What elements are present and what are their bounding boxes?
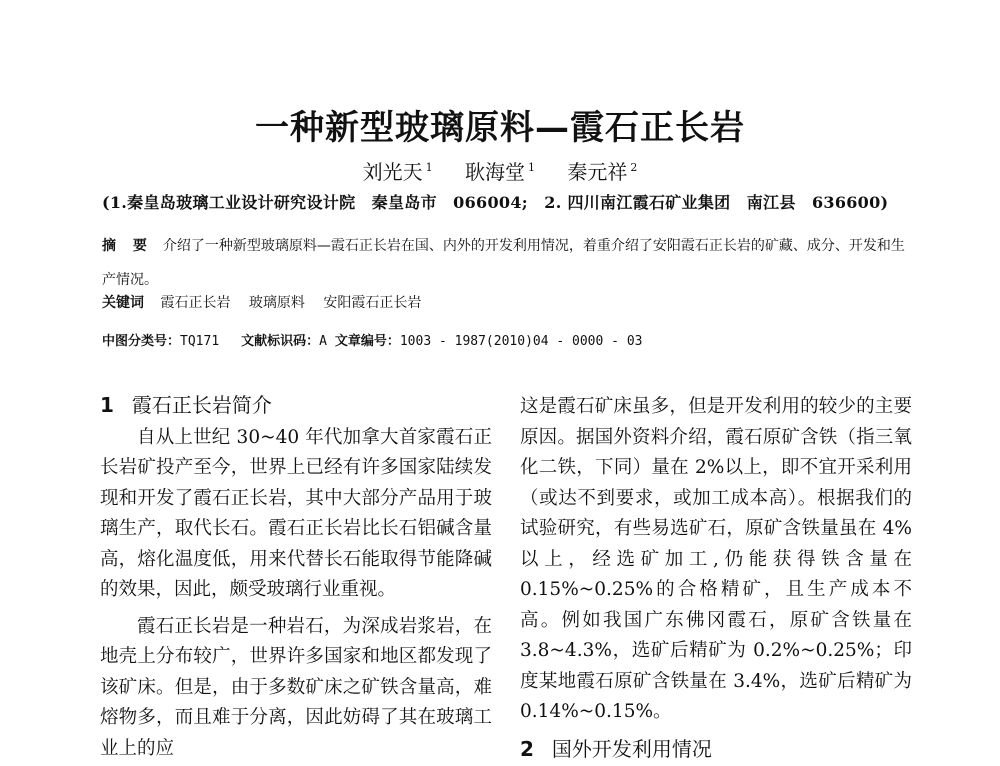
keyword: 霞石正长岩	[160, 295, 231, 311]
doc-code-value: A	[319, 334, 327, 349]
paragraph: 霞石正长岩是一种岩石，为深成岩浆岩，在地壳上分布较广，世界许多国家和地区都发现了该矿床。但是，由于多数矿床之矿铁含量高，难熔物多，而且难于分离，因此妨碍了其在玻璃工业上的应	[100, 615, 492, 759]
keywords	[102, 292, 435, 312]
paper-title: 一种新型玻璃原料—霞石正长岩	[255, 108, 745, 148]
author-list	[0, 156, 1000, 185]
author: 耿海堂 $^1$	[465, 160, 535, 184]
paragraph: 这是霞石矿床虽多，但是开发利用的较少的主要原因。据国外资料介绍，霞石原矿含铁（指三氧化二铁，下同）量在 2%以上，即不宜开采利用（或达不到要求，或加工成本高）。根据我们的试验研究，有些易选矿石，原矿含铁量虽在 4%以上，经选矿加工,仍能获得铁含量在 0.15%~0.25%的合格精矿，且生产成本不高。例如我国广东佛冈霞石，原矿含铁量在 3.8~4.3%，选矿后精矿为 0.2%~0.25%；印度某地霞石原矿含铁量在 3.4%，选矿后精矿为 0.14%~0.15%。	[520, 396, 912, 722]
abstract-text: 介绍了一种新型玻璃原料—霞石正长岩在国、内外的开发利用情况，着重介绍了安阳霞石正长岩的矿藏、成分、开发和生产情况。	[102, 238, 905, 288]
article-number-label: 文章编号：	[334, 334, 400, 349]
section-heading: 1 霞石正长岩简介	[100, 393, 272, 417]
classification-line	[102, 330, 642, 349]
abstract-label: 摘 要	[102, 238, 153, 254]
right-column	[520, 392, 912, 766]
article-number-value: 1003 - 1987(2010)04 - 0000 - 03	[399, 334, 643, 349]
clc-value: TQ171	[180, 334, 220, 349]
abstract	[102, 229, 912, 297]
keyword: 安阳霞石正长岩	[323, 295, 422, 311]
keywords-label: 关键词	[102, 295, 144, 311]
doc-code-label: 文献标识码：	[241, 334, 320, 349]
author: 秦元祥 $^2$	[567, 160, 638, 184]
affiliation: (1.秦皇岛玻璃工业设计研究设计院 秦皇岛市 066004; 2. 四川南江霞石矿业集团 南江县 636600)	[102, 193, 889, 212]
paragraph: 自从上世纪 30~40 年代加拿大首家霞石正长岩矿投产至今，世界上已经有许多国家陆续发现和开发了霞石正长岩，其中大部分产品用于玻璃生产，取代长石。霞石正长岩比长石铝碱含量高，熔化温度低，用来代替长石能取得节能降碱的效果，因此，颇受玻璃行业重视。	[100, 426, 492, 600]
keyword: 玻璃原料	[248, 295, 305, 311]
clc-label: 中图分类号：	[102, 334, 181, 349]
section-heading: 2 国外开发利用情况	[520, 736, 712, 761]
author: 刘光天 $^1$	[362, 160, 433, 184]
left-column	[100, 392, 492, 764]
